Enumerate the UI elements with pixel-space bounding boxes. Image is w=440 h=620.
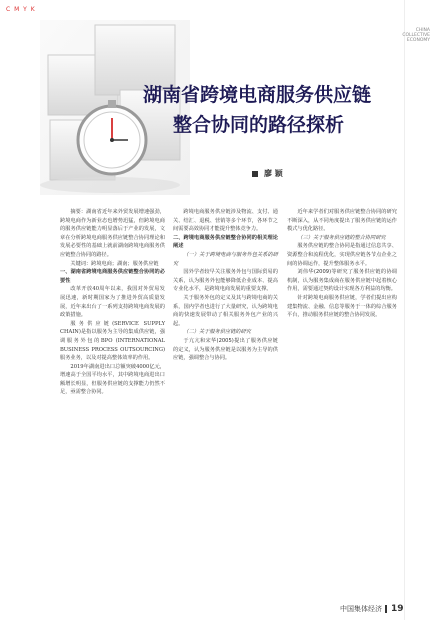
- paragraph: 关于服务外包的定义及其与跨境电商的关系，国内学者也进行了大量研究，认为跨境电商的快速发展带动了相关服务外包产业的兴起。: [173, 294, 278, 327]
- paragraph: 服务供应链(SERVICE SUPPLY CHAIN)是指以服务为主导的集成供应链，强调服务外包的BPO (INTERNATIONAL BUSINESS PROCESS OUTSOURCING)服务业务，以及对提高整体效率的作用。: [60, 320, 165, 362]
- column-1: [60, 208, 165, 397]
- section-heading-2: 二、跨境电商服务供应链整合协同的相关理论阐述: [173, 234, 278, 250]
- paragraph: 刘伟华(2009)等研究了服务供应链的协调机制，认为服务集成商在服务供应链中起着核心作用，需要通过契约设计实现各方利益的均衡。: [287, 269, 397, 293]
- subsection-heading: （一）关于跨境电商与服务外包关系的研究: [173, 251, 278, 267]
- paragraph: 于亢亢和宋华(2005)提出了服务供应链的定义，认为服务供应链是以服务为主导的供应链，强调整合与协同。: [173, 337, 278, 362]
- page-footer: [340, 604, 404, 614]
- paragraph: 跨境电商服务供应链涉及物流、支付、通关、结汇、退税、营销等多个环节，各环节之间需要高效协同才能提升整体竞争力。: [173, 209, 278, 233]
- subsection-heading: （二）关于服务供应链的研究: [183, 329, 251, 336]
- body-columns: [0, 208, 440, 600]
- cmyk-mark: C M Y K: [6, 6, 36, 13]
- author: [252, 168, 283, 179]
- paragraph: 改革开放40周年以来，我国对外贸易发展迅速，新时期国家为了推进外贸高质量发展，近年来出台了一系列支持跨境电商发展的政策措施。: [60, 286, 165, 319]
- paragraph: 服务供应链的整合协同是指通过信息共享、资源整合和流程优化，实现供应链各节点企业之间的协调运作，提升整体服务水平。: [287, 243, 397, 267]
- footer-divider: [385, 605, 387, 613]
- paragraph: 国外学者较早关注服务外包与国际贸易的关系，认为服务外包能够降低企业成本、提高专业化水平，是跨境电商发展的重要支撑。: [173, 269, 278, 293]
- paragraph: 近年来学者们对服务供应链整合协同的研究不断深入，从不同角度提出了服务供应链的运作模式与优化路径。: [287, 209, 397, 233]
- title-line-2: 整合协同的路径探析: [173, 114, 345, 136]
- column-3: [287, 208, 397, 320]
- subsection-heading: （三）关于服务供应链的整合协同研究: [297, 234, 386, 241]
- title-line-1: 湖南省跨境电商服务供应链: [143, 84, 372, 106]
- author-square-icon: [252, 171, 258, 177]
- keywords: 关键词：跨境电商；湖南；服务供应链: [70, 260, 159, 267]
- author-name: 廖 颖: [264, 169, 283, 178]
- column-2: [173, 208, 278, 363]
- masthead: CHINA COLLECTIVE ECONOMY: [402, 28, 430, 43]
- section-heading-1: 一、湖南省跨境电商服务供应链整合协同的必要性: [60, 269, 165, 284]
- article-title: [143, 80, 433, 140]
- journal-name: 中国集体经济: [340, 605, 382, 613]
- paragraph: 2019年湖南进出口总额突破4000亿元，增速高于全国平均水平，其中跨境电商进出口额增长明显，但服务供应链的支撑能力仍然不足，亟需整合协同。: [60, 363, 165, 396]
- abstract: 摘要：湖南省近年来外贸发展增速强劲，跨境电商作为新业态也增势迅猛，但跨境电商的服务供应链能力明显落后于产业的发展，文章在分析跨境电商服务供应链整合协同理论和发展必要性的基础上就前湖南跨境电商服务供应链整合协同的路径。: [60, 209, 165, 258]
- page-number: 19: [391, 604, 404, 614]
- paragraph: 针对跨境电商服务供应链，学者们提出应构建集物流、金融、信息等服务于一体的综合服务平台，推动服务供应链的整合协同发展。: [287, 294, 397, 319]
